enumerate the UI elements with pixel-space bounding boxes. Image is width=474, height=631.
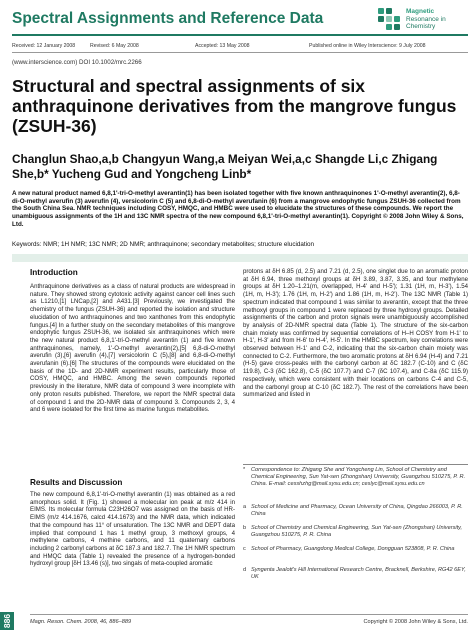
logo-line: Chemistry bbox=[406, 23, 436, 30]
footnote-text: School of Medicine and Pharmacy, Ocean University of China, Qingdao 266003, P. R. China bbox=[251, 504, 463, 517]
footnote-text: Correspondence to: Zhigang She and Yongcheng Lin, School of Chemistry and Chemical Engineering, Sun Yat-sen (Zhongshan) University, Guangzhou 510275, P. R. China. E-mail: cesshzhg@mail.sysu.edu.cn; ceslyc@mail.sysu.edu.cn bbox=[251, 467, 466, 487]
logo-line: Magnetic bbox=[406, 8, 435, 15]
logo-line: Resonance in bbox=[406, 15, 446, 23]
accepted-date: Accepted: 13 May 2008 bbox=[195, 43, 250, 49]
author-list: Changlun Shao,a,b Changyun Wang,a Meiyan Wei,a,c Shangde Li,c Zhigang She,b* Yucheng Gud and Yongcheng Linb* bbox=[12, 152, 438, 181]
journal-logo-text bbox=[406, 8, 446, 31]
results-heading: Results and Discussion bbox=[30, 478, 123, 487]
journal-logo-icon bbox=[378, 8, 402, 34]
footnote-text: Syngenta Jealott's Hill International Research Centre, Bracknell, Berkshire, RG42 6EY, UK bbox=[251, 567, 466, 580]
footnote-mark: d bbox=[243, 567, 247, 573]
dates-rule bbox=[12, 52, 468, 53]
introduction-text: Anthraquinone derivatives as a class of natural products are widespread in nature. They showed strong cytotoxic activity against cancer cell lines such as L1210,[1] LNCap,[2] and A431.[3] Previously, we investigated the chemistry of the fungus (ZSUH-36) and reported the isolation and structure elucidation of two anthraquinones and two xanthones from this endophytic fungus.[4] In a further study on the secondary metabolites of this mangrove endophytic fungus ZSUH-36, we isolated six anthraquinones which were the new natural product 6,8,1'-tri-O-methyl averantin (1) and five known anthraquinones, namely, 1'-O-methyl averantin(2),[5] 6,8-di-O-methyl averufin (3),[6] averufin (4),[7] versicolorin C (5),[8] and 6,8-di-O-methyl averufanin (6).[6] The structures of the compounds were elucidated on the basis of the 1D- and 2D-NMR experiment results, particularly those of COSY, HMQC, and HMBC. Among the seven compounds reported previously in the literature, NMR data of compound 3 were incomplete with only proton results published. Therefore, we report the NMR spectral data of compound 1 and the 2D-NMR data of compound 3. Compounds 2, 3, 4 and 6 were isolated for the first time as marine fungus metabolites. bbox=[30, 283, 235, 414]
section-band bbox=[12, 254, 468, 262]
footnote-a bbox=[243, 504, 468, 518]
introduction-heading: Introduction bbox=[30, 268, 78, 277]
footnote-mark: a bbox=[243, 504, 247, 510]
revised-date: Revised: 6 May 2008 bbox=[90, 43, 139, 49]
footer-rule bbox=[30, 614, 468, 615]
received-date: Received: 12 January 2008 bbox=[12, 43, 76, 49]
published-date: Published online in Wiley Interscience: 9 July 2008 bbox=[309, 43, 426, 49]
journal-logo bbox=[378, 6, 468, 36]
footnote-text: School of Chemistry and Chemical Engineering, Sun Yat-sen (Zhongshan) University, Guangzhou 510275, P. R. China bbox=[251, 525, 463, 538]
article-title: Structural and spectral assignments of six anthraquinone derivatives from the mangrove fungus (ZSUH-36) bbox=[12, 76, 457, 136]
footnote-c bbox=[243, 546, 468, 553]
footnote-d bbox=[243, 567, 468, 581]
footnote-mark: * bbox=[243, 467, 246, 473]
copyright-notice: Copyright © 2008 John Wiley & Sons, Ltd. bbox=[363, 619, 468, 625]
keywords: Keywords: NMR; 1H NMR; 13C NMR; 2D NMR; anthraquinone; secondary metabolites; structure elucidation bbox=[12, 241, 315, 248]
section-title: Spectral Assignments and Reference Data bbox=[12, 10, 324, 27]
abstract: A new natural product named 6,8,1'-tri-O-methyl averantin(1) has been isolated together with five known anthraquinones 1'-O-methyl averantin(2), 6,8-di-O-methyl averufin (3) averufin (4), versicolorin C (5) and 6,8-di-O-methyl averufanin (6) from a mangrove endophytic fungus ZSUH-36 collected from the South China Sea. NMR techniques including COSY, HMQC, and HMBC were used to elucidate the structures of these compounds. We report the unambiguous assignments of the 1H and 13C NMR spectra of the new compound 6,8,1'-tri-O-methyl averantin(1). Copyright © 2008 John Wiley & Sons, Ltd. bbox=[12, 190, 464, 228]
footnote-rule bbox=[243, 464, 468, 465]
footnote-text: School of Pharmacy, Guangdong Medical College, Dongguan 523808, P. R. China bbox=[251, 546, 455, 552]
doi-link[interactable]: (www.interscience.com) DOI 10.1002/mrc.2266 bbox=[12, 59, 142, 66]
footnote-correspondence bbox=[243, 467, 468, 488]
header-rule bbox=[12, 34, 468, 36]
page-number: 886 bbox=[2, 613, 12, 629]
footnote-mark: b bbox=[243, 525, 247, 531]
footnote-b bbox=[243, 525, 468, 539]
right-column-text: protons at δH 6.85 (d, 2.5) and 7.21 (d, 2.5), one singlet due to an aromatic proton at δH 6.94, three methoxyl groups at δH 3.89, 3.87, 3.35, and four methylene groups at δH 1.20–1.21(m, overlapped, H-4' and H-5'); 1.31 (1H, m, H-3'), 1.54 (1H, m, H-3'); 1.76 (1H, m, H-2') and 1.86 (1H, m, H-2'). The 13C NMR (Table 1) spectrum indicated that compound 1 was similar to averantin, except that the three methoxyl groups in compound 1 were replaced by three hydroxyl groups. Detailed assignments of the carbon and proton signals were unambiguously accomplished by analysis of 2D-NMR spectral data (Table 1). The structure of the six-carbon chain moiety was confirmed by sequential correlations of H–H COSY from H-1' to H-1', H-3' and from H-6' to H-4', H-5'. In the HMBC spectrum, key correlations were observed between H-1' and C-2, indicating that the six-carbon chain moiety was connected to C-2. Furthermore, the two aromatic protons at δH 6.94 (H-4) and 7.21 (H-5) gave cross-peaks with the carbonyl carbon at δC 182.7 (C-10) and C (δC 119.8), C-3 (δC 162.8), C-5 (δC 107.7) and C-7 (δC 107.4), and C-8a (δC 115.9) respectively, which were consistent with their locations on carbons C-4 and C-5, and the carbonyl group at C-10 (δC 182.7). The rest of the correlations have been summarized and listed in bbox=[243, 268, 468, 399]
footnote-mark: c bbox=[243, 546, 246, 552]
results-text: The new compound 6,8,1'-tri-O-methyl averantin (1) was obtained as a red amorphous solid. It (Fig. 1) showed a molecular ion peak at m/z 414 in EIMS. Its molecular formula C23H26O7 was assigned on the basis of HR-EIMS (m/z 414.1676, calcd 414.1673) and the NMR data, which indicated that the compound has 11° of unsaturation. The 13C NMR and DEPT data implied that compound 1 has 1 methyl group, 3 methoxyl groups, 4 methylene carbons, 4 methine carbons, and 11 quaternary carbons including 2 carbonyl carbons at δC 187.3 and 182.7. The 1H NMR spectrum and HMQC data (Table 1) revealed the presence of a hydrogen-bonded hydroxyl group [δH 13.46 (s)], two singals of meta-coupled aromatic bbox=[30, 491, 235, 568]
journal-citation: Magn. Reson. Chem. 2008, 46, 886–889 bbox=[30, 619, 132, 625]
